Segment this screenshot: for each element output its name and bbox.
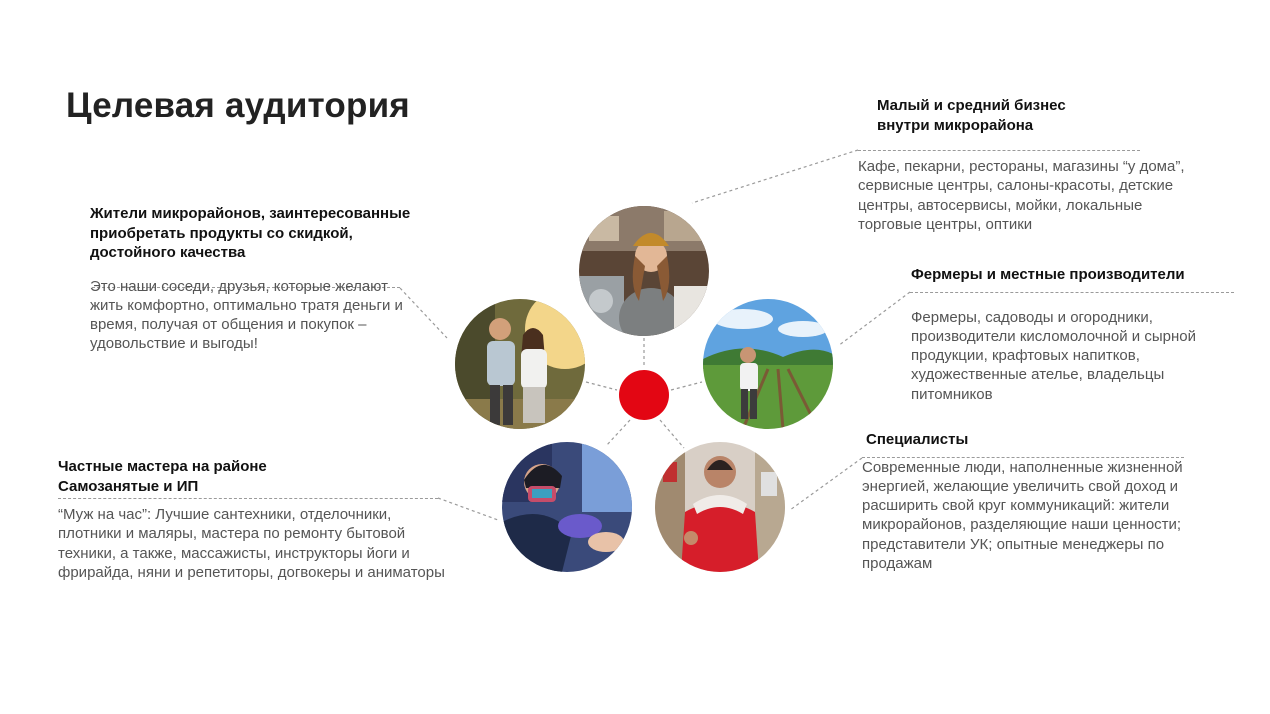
segment-masters	[58, 457, 448, 582]
connector-smb	[692, 150, 858, 203]
spoke-bottom-right	[660, 420, 684, 448]
segment-residents	[90, 204, 420, 354]
segment-heading: Частные мастера на районе Самозанятые и ИП	[58, 458, 267, 495]
couple-photo-icon	[455, 299, 585, 429]
segment-text: Современные люди, наполненные жизненной энергией, желающие увеличить свой доход и расширить свой круг коммуникаций: жители микрорайонов, разделяющие наши ценности; представители УК; опытные менеджеры по продажам	[862, 458, 1183, 572]
specialist-photo-icon	[655, 442, 785, 572]
segment-text: Это наши соседи, друзья, которые желают жить комфортно, оптимально тратя деньги и время, получая от общения и покупок – удовольствие и выгоды!	[90, 277, 403, 353]
segment-text: Фермеры, садоводы и огородники, производители кисломолочной и сырной продукции, крафтовых напитков, художественные ателье, владельцы питомников	[911, 308, 1196, 403]
segment-text: Кафе, пекарни, рестораны, магазины “у дома”, сервисные центры, салоны-красоты, детские центры, автосервисы, мойки, локальные торговые центры, оптики	[858, 158, 1185, 233]
segment-heading: Малый и средний бизнес внутри микрорайона	[877, 97, 1066, 134]
center-dot	[619, 370, 669, 420]
segment-specialists	[862, 430, 1237, 573]
farmer-photo-icon	[703, 299, 833, 429]
spoke-right	[671, 382, 702, 390]
segment-heading: Жители микрорайонов, заинтересованные приобретать продукты со скидкой, достойного качества	[90, 205, 411, 261]
segment-farmers	[911, 265, 1241, 404]
segment-text: “Муж на час”: Лучшие сантехники, отделочники, плотники и маляры, мастера по ремонту бытовой техники, а также, массажисты, инструкторы йоги и фрирайда, няни и репетиторы, догвокеры и аниматоры	[58, 506, 445, 581]
page-title: Целевая аудитория	[66, 86, 410, 125]
spoke-left	[586, 382, 617, 390]
connector-specialists	[790, 458, 862, 510]
spoke-bottom-left	[606, 420, 630, 446]
manicure-photo-icon	[502, 442, 632, 572]
segment-heading: Фермеры и местные производители	[911, 266, 1185, 283]
connector-farmers	[838, 292, 910, 346]
segment-smb	[858, 96, 1198, 234]
segment-heading: Специалисты	[866, 431, 969, 448]
barista-photo-icon	[579, 206, 709, 336]
